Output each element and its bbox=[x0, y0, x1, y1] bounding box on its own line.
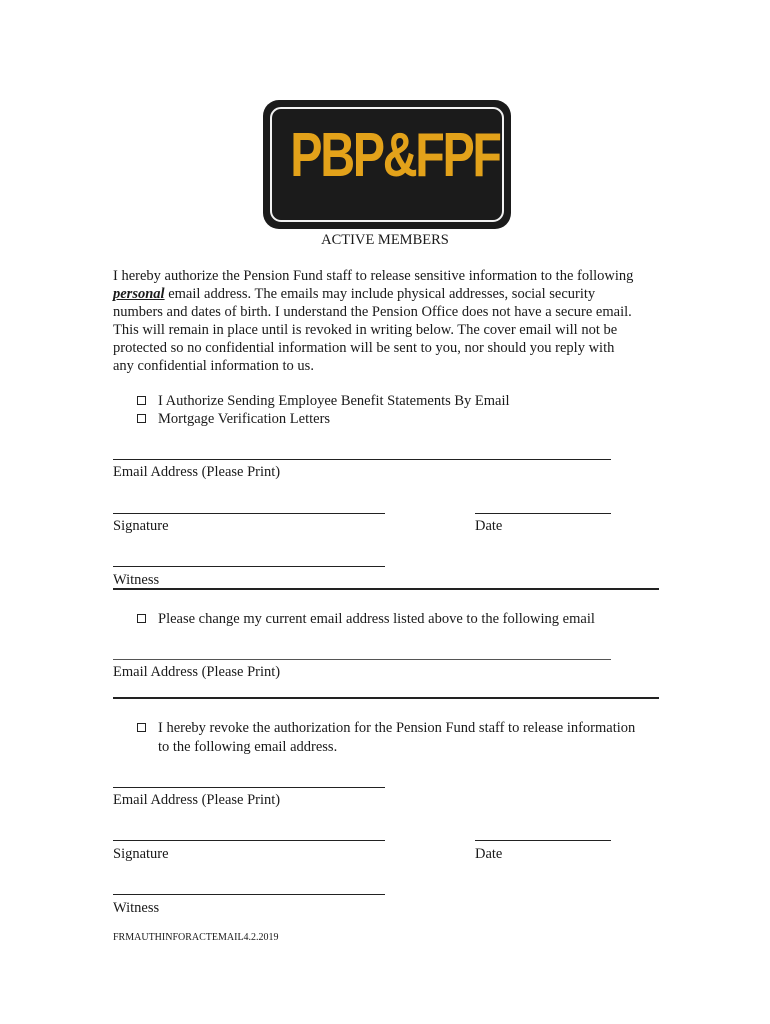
intro-line-2-rest: email address. The emails may include physical addresses, social security bbox=[164, 286, 596, 302]
witness-label-2: Witness bbox=[113, 900, 160, 916]
page-title: ACTIVE MEMBERS bbox=[321, 232, 449, 248]
logo-text: PBP&FPF bbox=[290, 121, 500, 190]
form-code: FRMAUTHINFORACTEMAIL4.2.2019 bbox=[113, 932, 279, 943]
revoke-label-line-1: I hereby revoke the authorization for the Pension Fund staff to release information bbox=[158, 720, 636, 736]
email-line-1[interactable] bbox=[113, 459, 611, 460]
section-divider-1 bbox=[113, 588, 659, 590]
benefit-statements-label: I Authorize Sending Employee Benefit Statements By Email bbox=[158, 393, 510, 409]
intro-line-2 bbox=[113, 285, 673, 303]
witness-line-1[interactable] bbox=[113, 566, 385, 567]
email-label-1: Email Address (Please Print) bbox=[113, 464, 281, 480]
email-line-2[interactable] bbox=[113, 659, 611, 660]
change-email-checkbox[interactable] bbox=[137, 614, 146, 623]
mortgage-letters-checkbox[interactable] bbox=[137, 414, 146, 423]
mortgage-letters-label: Mortgage Verification Letters bbox=[158, 411, 331, 427]
revoke-checkbox[interactable] bbox=[137, 723, 146, 732]
date-line-2[interactable] bbox=[475, 840, 611, 841]
benefit-statements-checkbox[interactable] bbox=[137, 396, 146, 405]
intro-line-1: I hereby authorize the Pension Fund staff to release sensitive information to the following bbox=[113, 268, 634, 284]
signature-line-2[interactable] bbox=[113, 840, 385, 841]
signature-label-2: Signature bbox=[113, 846, 169, 862]
email-label-3: Email Address (Please Print) bbox=[113, 792, 281, 808]
change-email-label: Please change my current email address listed above to the following email bbox=[158, 611, 595, 627]
revoke-label-line-2: to the following email address. bbox=[158, 739, 338, 755]
witness-line-2[interactable] bbox=[113, 894, 385, 895]
date-line-1[interactable] bbox=[475, 513, 611, 514]
personal-emphasis: personal bbox=[113, 286, 165, 302]
signature-line-1[interactable] bbox=[113, 513, 385, 514]
date-label-1: Date bbox=[475, 518, 503, 534]
pbpfpf-logo bbox=[263, 100, 511, 229]
intro-line-5: protected so no confidential information will be sent to you, nor should you reply with bbox=[113, 340, 615, 356]
witness-label-1: Witness bbox=[113, 572, 160, 588]
email-line-3[interactable] bbox=[113, 787, 385, 788]
date-label-2: Date bbox=[475, 846, 503, 862]
intro-line-3: numbers and dates of birth. I understand the Pension Office does not have a secure email. bbox=[113, 304, 632, 320]
signature-label-1: Signature bbox=[113, 518, 169, 534]
intro-line-6: any confidential information to us. bbox=[113, 358, 314, 374]
section-divider-2 bbox=[113, 697, 659, 699]
intro-line-4: This will remain in place until is revoked in writing below. The cover email will not be bbox=[113, 322, 618, 338]
email-label-2: Email Address (Please Print) bbox=[113, 664, 281, 680]
intro-paragraph bbox=[113, 267, 673, 375]
